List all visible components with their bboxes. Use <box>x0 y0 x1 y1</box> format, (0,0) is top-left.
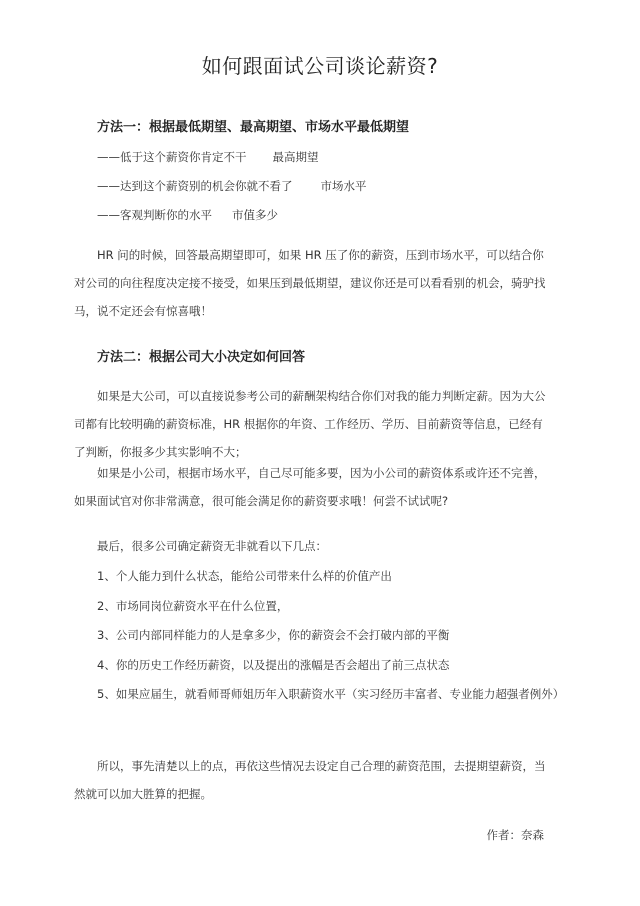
summary-point: 4、你的历史工作经历薪资，以及提出的涨幅是否会超出了前三点状态 <box>97 658 450 672</box>
summary-point: 2、市场同岗位薪资水平在什么位置， <box>97 599 289 613</box>
method1-item <box>97 178 367 194</box>
method2-paragraph-2 <box>74 447 550 526</box>
method2-heading: 方法二：根据公司大小决定如何回答 <box>97 350 306 365</box>
page-title: 如何跟面试公司谈论薪资? <box>201 54 439 78</box>
method1-item-text: ——客观判断你的水平 <box>97 208 212 222</box>
summary-point: 3、公司内部同样能力的人是拿多少，你的薪资会不会打破内部的平衡 <box>97 628 450 642</box>
method1-item-text: ——低于这个薪资你肯定不干 <box>97 150 247 164</box>
method1-item-value: 市场水平 <box>320 179 367 193</box>
method1-paragraph-text: HR 问的时候，回答最高期望即可，如果 HR 压了你的薪资，压到市场水平，可以结合你对公司的向往程度决定接不接受，如果压到最低期望，建议你还是可以看看别的机会，骑驴找马，说不定还会有惊喜哦！ <box>74 247 546 318</box>
author-credit: 作者：奈森 <box>486 828 544 842</box>
method2-paragraph-1-text: 如果是大公司，可以直接说参考公司的薪酬架构结合你们对我的能力判断定薪。因为大公司都有比较明确的薪资标准，HR 根据你的年资、工作经历、学历、目前薪资等信息，已经有了判断，你报多少其实影响不大； <box>74 388 546 459</box>
method1-paragraph <box>74 229 550 336</box>
method1-item-value: 最高期望 <box>272 150 319 164</box>
conclusion-paragraph <box>74 740 550 819</box>
method1-item <box>97 207 278 223</box>
summary-point: 5、如果应届生，就看师哥师姐历年入职薪资水平（实习经历丰富者、专业能力超强者例外） <box>97 687 565 701</box>
method1-item-text: ——达到这个薪资别的机会你就不看了 <box>97 179 293 193</box>
summary-intro: 最后，很多公司确定薪资无非就看以下几点： <box>97 539 327 553</box>
method1-item-value: 市值多少 <box>232 208 278 222</box>
conclusion-text: 所以，事先清楚以上的点，再依这些情况去设定自己合理的薪资范围，去提期望薪资，当然就可以加大胜算的把握。 <box>74 758 546 801</box>
summary-point: 1、个人能力到什么状态，能给公司带来什么样的价值产出 <box>97 569 392 583</box>
method1-item <box>97 149 319 165</box>
method2-paragraph-2-text: 如果是小公司，根据市场水平，自己尽可能多要，因为小公司的薪资体系或许还不完善，如果面试官对你非常满意，很可能会满足你的薪资要求哦！何尝不试试呢? <box>74 465 546 508</box>
method1-heading: 方法一：根据最低期望、最高期望、市场水平最低期望 <box>97 120 410 135</box>
